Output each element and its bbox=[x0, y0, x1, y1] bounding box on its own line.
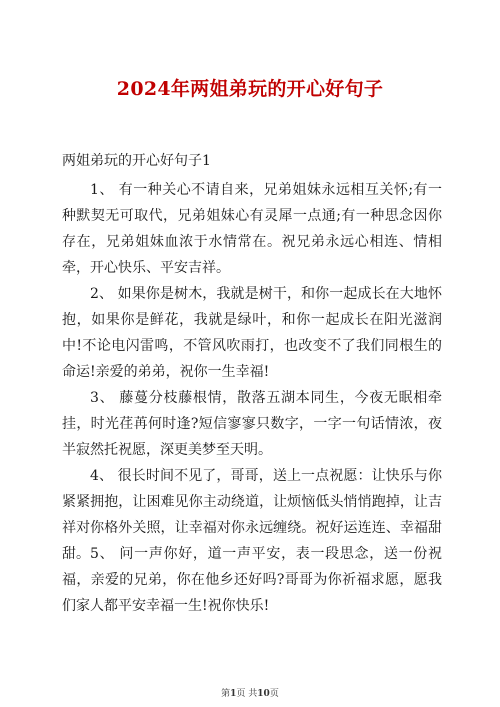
footer-suffix: 页 bbox=[269, 689, 279, 699]
paragraph-3: 3、 藤蔓分枝藤根情，散落五湖本同生，今夜无眠相牵挂，时光荏苒何时逢?短信寥寥只数字，一字一句话情浓，夜半寂然托祝愿，深更美梦至天明。 bbox=[62, 390, 442, 458]
footer-mid: 页 共 bbox=[236, 689, 258, 699]
total-pages-number: 10 bbox=[257, 689, 270, 699]
paragraph-1: 1、 有一种关心不请自来，兄弟姐妹永远相互关怀;有一种默契无可取代，兄弟姐妹心有灵犀一点通;有一种思念因你存在，兄弟姐妹血浓于水情常在。祝兄弟永远心相连、情相牵，开心快乐、平安吉祥。 bbox=[62, 182, 442, 276]
footer-prefix: 第 bbox=[221, 689, 231, 699]
current-page-number: 1 bbox=[230, 689, 237, 699]
paragraph-2: 2、 如果你是树木，我就是树干，和你一起成长在大地怀抱，如果你是鲜花，我就是绿叶，和你一起成长在阳光滋润中!不论电闪雷鸣，不管风吹雨打，也改变不了我们同根生的命运!亲爱的弟弟，祝你一生幸福! bbox=[62, 286, 442, 380]
paragraph-5: 5、 问一声你好，道一声平安，表一段思念，送一份祝福，亲爱的兄弟，你在他乡还好吗?哥哥为你祈福求愿，愿我们家人都平安幸福一生!祝你快乐! bbox=[62, 546, 442, 614]
section-heading: 两姐弟玩的开心好句子1 bbox=[62, 153, 211, 169]
paragraph-4: 4、 很长时间不见了，哥哥，送上一点祝愿：让快乐与你紧紧拥抱，让困难见你主动绕道，让烦恼低头悄悄跑掉，让吉祥对你格外关照，让幸福对你永远缠绕。祝好运连连、幸福甜甜。 bbox=[62, 468, 442, 562]
page-footer bbox=[0, 686, 500, 699]
document-title: 2024年两姐弟玩的开心好句子 bbox=[116, 78, 384, 100]
